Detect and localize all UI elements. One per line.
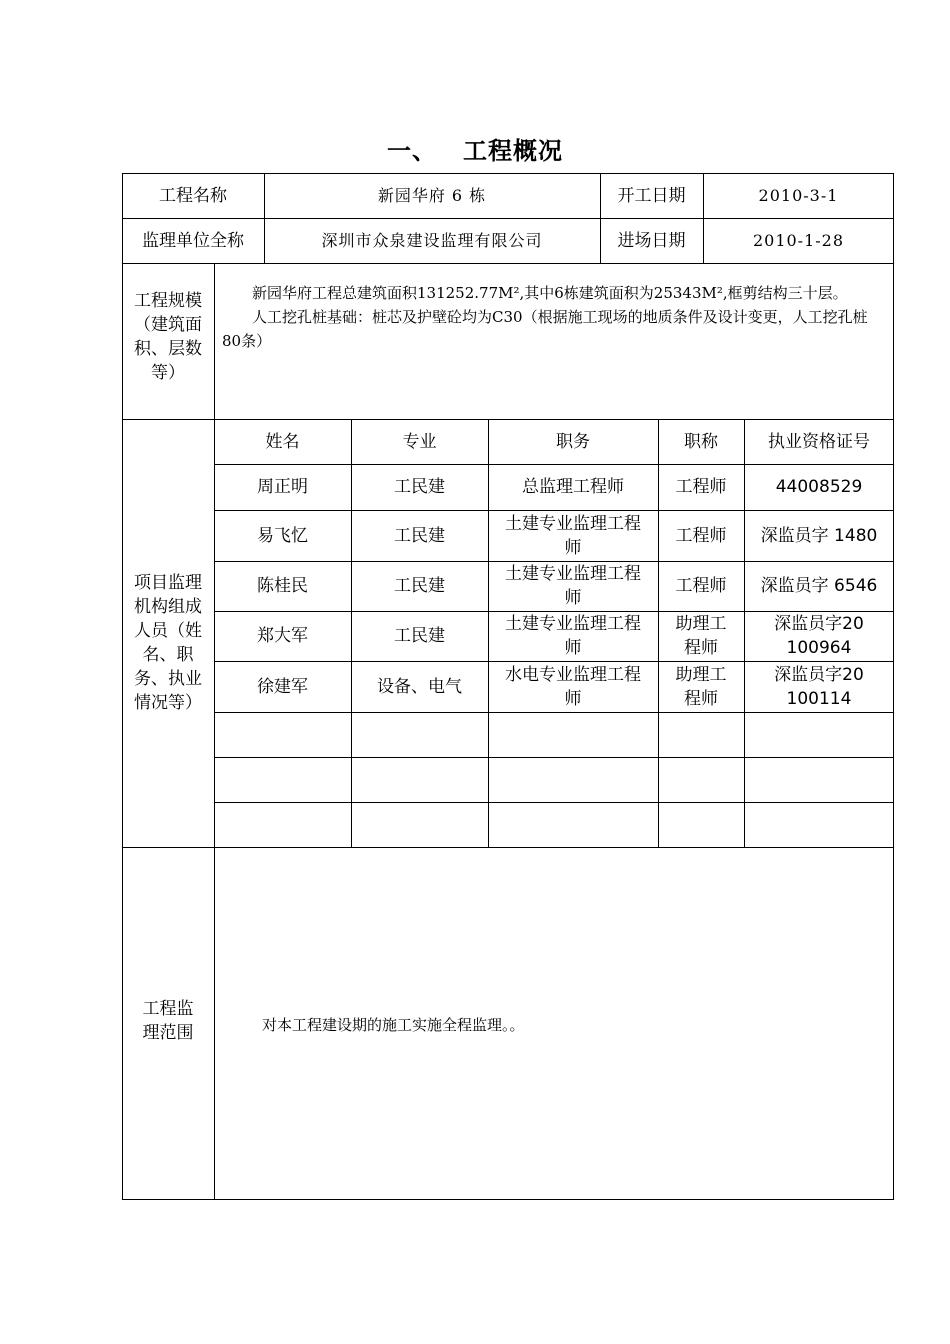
staff-cell: 土建专业监理工程师 [505, 614, 641, 658]
staff-header-license: 执业资格证号 [768, 431, 870, 452]
scale-label: 工程规模（建筑面积、层数等） [134, 291, 202, 383]
staff-cell: 郑大军 [257, 626, 308, 646]
page-title [0, 131, 950, 166]
staff-cell: 易飞忆 [257, 525, 308, 546]
scale-description [222, 281, 886, 353]
entry-date-value: 2010-1-28 [752, 230, 845, 250]
staff-cell: 土建专业监理工程师 [505, 513, 641, 558]
staff-header-position: 职务 [556, 431, 590, 452]
staff-cell: 周正明 [257, 477, 308, 497]
staff-cell: 深监员字 1480 [760, 525, 878, 546]
start-date-value: 2010-3-1 [758, 185, 839, 205]
project-name-label: 工程名称 [159, 185, 227, 206]
staff-cell: 土建专业监理工程师 [505, 564, 641, 608]
supervisor-unit-value: 深圳市众泉建设监理有限公司 [321, 230, 543, 250]
staff-cell: 工民建 [394, 477, 445, 497]
staff-cell: 工民建 [394, 525, 445, 546]
staff-header-title: 职称 [684, 431, 718, 452]
staff-header-major: 专业 [402, 431, 437, 452]
scale-paragraph-2: 人工挖孔桩基础：桩芯及护壁砼均为C30（根据施工现场的地质条件及设计变更，人工挖孔桩80条） [222, 308, 868, 350]
staff-row-divider [214, 757, 894, 758]
staff-cell: 设备、电气 [377, 676, 462, 697]
col-divider [214, 263, 215, 1200]
staff-cell: 深监员字20100964 [774, 614, 864, 658]
staff-cell: 助理工程师 [675, 614, 727, 658]
staff-cell: 工程师 [675, 477, 727, 497]
staff-cell: 水电专业监理工程师 [505, 664, 641, 709]
staff-row-divider [214, 802, 894, 803]
staff-cell: 总监理工程师 [522, 477, 624, 497]
scope-label: 工程监理范围 [142, 998, 194, 1043]
scale-paragraph-1: 新园华府工程总建筑面积131252.77M²,其中6栋建筑面积为25343M²,框剪结构三十层。 [252, 284, 848, 302]
staff-header-name: 姓名 [265, 431, 300, 452]
entry-date-label: 进场日期 [617, 230, 686, 251]
row-divider [122, 847, 894, 848]
supervisor-unit-label: 监理单位全称 [142, 230, 244, 251]
staff-cell: 工程师 [675, 525, 727, 546]
project-name-value: 新园华府 6 栋 [377, 185, 487, 205]
staff-cell: 工民建 [394, 576, 445, 596]
staff-cell: 工程师 [675, 576, 727, 596]
staff-label: 项目监理机构组成人员（姓名、职务、执业情况等） [134, 573, 202, 713]
staff-cell: 助理工程师 [675, 664, 727, 709]
start-date-label: 开工日期 [617, 185, 686, 206]
staff-cell: 工民建 [394, 626, 445, 646]
staff-cell: 44008529 [775, 477, 863, 497]
staff-cell: 深监员字 6546 [760, 576, 878, 596]
row-divider [122, 263, 894, 264]
staff-cell: 陈桂民 [257, 576, 308, 596]
title-number: 一、 [387, 137, 437, 165]
scope-text: 对本工程建设期的施工实施全程监理。。 [262, 1016, 525, 1034]
title-text: 工程概况 [463, 137, 563, 165]
staff-cell: 徐建军 [257, 676, 308, 697]
staff-cell: 深监员字20100114 [774, 664, 864, 709]
staff-row-divider [214, 712, 894, 713]
